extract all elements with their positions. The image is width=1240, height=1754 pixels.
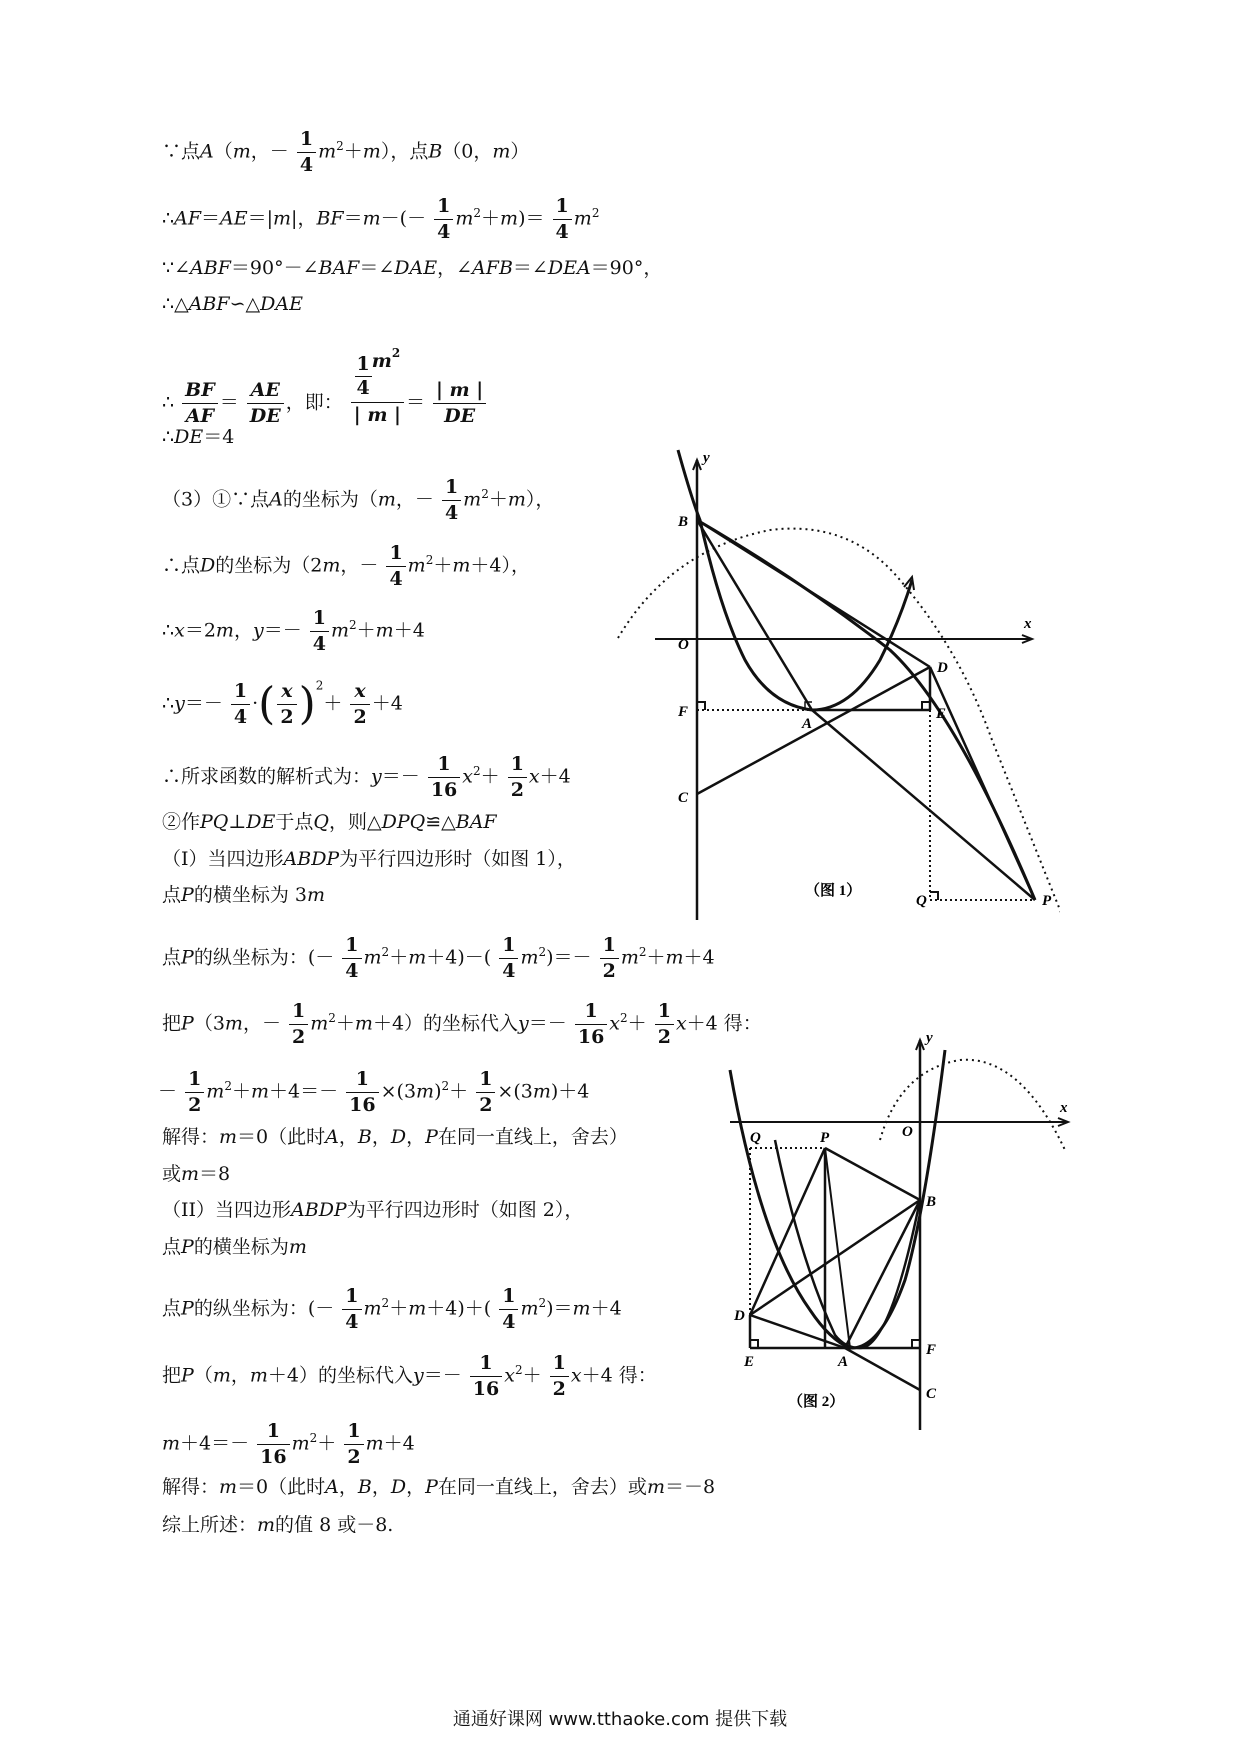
fraction: $\frac{x}{2}$	[350, 682, 369, 727]
line-15: 点P的纵坐标为：(－ $\frac{1}{4}$ $m^2+m+4)-$( $\frac{1}{4}$ $m^2)=-$ $\frac{1}{2}$ $m^2+m+4$	[162, 934, 715, 982]
line-4: ∴△ABF∽△DAE	[162, 293, 303, 315]
label-x: x	[1024, 616, 1032, 632]
line-21: 点P的横坐标为m	[162, 1236, 307, 1258]
figure-2	[720, 1030, 1090, 1430]
line-6: ∴DE＝4	[162, 426, 235, 448]
label-c: C	[926, 1386, 937, 1402]
line-11: ∴所求函数的解析式为：y＝－ $\frac{1}{16}$ $x^2+$ $\frac{1}{2}$ x＋4	[162, 753, 571, 801]
line-12: ②作PQ⊥DE于点Q，则△DPQ≌△BAF	[162, 811, 497, 833]
label-d: D	[734, 1308, 745, 1324]
fraction: $\frac{1}{4}$	[386, 544, 405, 589]
dotted-parabola	[618, 529, 1060, 915]
fraction: $\frac{1}{4}$	[342, 1287, 361, 1332]
fraction: $\frac{1}{4}$	[499, 936, 518, 981]
fraction: $\frac{AE}{DE}$	[247, 381, 284, 426]
caption-figure-2: （图 2）	[788, 1394, 845, 1410]
label-e: E	[936, 706, 947, 722]
label-d: D	[937, 660, 948, 676]
line-1: ∵点A（m，－ $\frac{1}{4}$ $m^2+m$），点B（0，m）	[162, 128, 530, 176]
fraction: $\frac{1}{4}$	[310, 609, 329, 654]
line-10: ∴y＝－ $\frac{1}{4}$ ·( $\frac{x}{2}$ )$^2$＋ $\frac{x}{2}$ ＋4	[162, 678, 403, 730]
line-20: （II）当四边形ABDP为平行四边形时（如图 2），	[162, 1199, 584, 1221]
label-b: B	[926, 1194, 937, 1210]
label-o: O	[902, 1124, 913, 1140]
caption-figure-1: （图 1）	[805, 883, 862, 899]
fraction: $\frac{1}{2}$	[289, 1002, 308, 1047]
fraction: $\frac{1}{16}$	[575, 1002, 607, 1047]
label-a: A	[838, 1354, 849, 1370]
compound-fraction: $\frac{1}{4}$ $m^2$ | m |	[351, 352, 404, 425]
line-23: 把P（m，m＋4）的坐标代入y＝－ $\frac{1}{16}$ $x^2+$ $\frac{1}{2}$ x＋4 得：	[162, 1352, 657, 1400]
fraction: $\frac{1}{4}$	[231, 682, 250, 727]
big-parabola	[730, 1050, 945, 1348]
line-19: 或m＝8	[162, 1163, 231, 1185]
line-9: ∴x＝2m，y＝－ $\frac{1}{4}$ $m^2+m+4$	[162, 607, 425, 655]
line-2: ∴AF＝AE＝|m|，BF＝m－(－ $\frac{1}{4}$ $m^2+m)=$ $\frac{1}{4}$ $m^2$	[162, 195, 600, 243]
line-14: 点P的横坐标为 3m	[162, 884, 325, 906]
line-7: （3）①∵点A的坐标为（m，－ $\frac{1}{4}$ $m^2+m$），	[162, 476, 555, 524]
label-f: F	[678, 704, 689, 720]
label-e: E	[744, 1354, 755, 1370]
fraction: $\frac{1}{2}$	[600, 936, 619, 981]
label-o: O	[678, 637, 689, 653]
fraction: $\frac{1}{4}$	[297, 130, 316, 175]
fraction: $\frac{BF}{AF}$	[182, 381, 218, 426]
fraction: $\frac{1}{2}$	[476, 1070, 495, 1115]
label-b: B	[678, 514, 689, 530]
fraction: $\frac{1}{4}$	[553, 197, 572, 242]
fraction: $\frac{1}{4}$	[342, 936, 361, 981]
fraction: $\frac{| m |}{DE}$	[433, 381, 486, 426]
line-3: ∵∠ABF＝90°－∠BAF＝∠DAE，∠AFB＝∠DEA＝90°，	[162, 257, 663, 279]
fraction: $\frac{1}{4}$	[442, 478, 461, 523]
label-y: y	[703, 450, 710, 466]
fraction: $\frac{1}{16}$	[346, 1070, 378, 1115]
fraction: $\frac{1}{2}$	[508, 755, 527, 800]
line-25: 解得：m＝0（此时A，B，D，P在同一直线上，舍去）或m＝－8	[162, 1476, 716, 1498]
fraction: $\frac{x}{2}$	[277, 682, 296, 727]
line-24: m＋4＝－ $\frac{1}{16}$ $m^2+$ $\frac{1}{2}$ m＋4	[162, 1420, 415, 1468]
fraction: $\frac{1}{16}$	[257, 1422, 289, 1467]
fraction: $\frac{1}{2}$	[344, 1422, 363, 1467]
fraction: $\frac{1}{16}$	[470, 1354, 502, 1399]
line-8: ∴点D的坐标为（2m，－ $\frac{1}{4}$ $m^2+m+4$），	[162, 542, 530, 590]
figure-1	[600, 440, 1060, 920]
fraction: $\frac{1}{16}$	[428, 755, 460, 800]
fraction: $\frac{1}{2}$	[185, 1070, 204, 1115]
line-5: ∴ $\frac{BF}{AF}$ ＝ $\frac{AE}{DE}$ ，即： $\frac{1}{4}$ $m^2$ | m | ＝ $\frac{| m |}{DE}$	[162, 352, 488, 426]
line-16: 把P（3m，－ $\frac{1}{2}$ $m^2+m+4$）的坐标代入y＝－ $\frac{1}{16}$ $x^2+$ $\frac{1}{2}$ x＋4 得：	[162, 1000, 762, 1048]
label-q: Q	[750, 1130, 761, 1146]
fraction: $\frac{1}{2}$	[655, 1002, 674, 1047]
label-p: P	[1042, 893, 1052, 909]
label-q: Q	[916, 893, 927, 909]
fraction: $\frac{1}{2}$	[550, 1354, 569, 1399]
fraction: $\frac{1}{4}$	[499, 1287, 518, 1332]
line-17: － $\frac{1}{2}$ $m^2+m+4=-$ $\frac{1}{16}$ $\times(3m)^2+$ $\frac{1}{2}$ ×(3m)＋4	[158, 1068, 590, 1116]
line-26: 综上所述：m的值 8 或－8.	[162, 1514, 394, 1536]
label-a: A	[802, 716, 813, 732]
line-18: 解得：m＝0（此时A，B，D，P在同一直线上，舍去）	[162, 1126, 628, 1148]
label-x: x	[1060, 1100, 1068, 1116]
fraction: $\frac{1}{4}$	[434, 197, 453, 242]
line-13: （I）当四边形ABDP为平行四边形时（如图 1），	[162, 848, 576, 870]
label-y: y	[926, 1030, 933, 1046]
line-22: 点P的纵坐标为：(－ $\frac{1}{4}$ $m^2+m+4)+$( $\frac{1}{4}$ $m^2)=m+4$	[162, 1285, 622, 1333]
label-p: P	[820, 1130, 830, 1146]
footer: 通通好课网 www.tthaoke.com 提供下载	[452, 1709, 788, 1730]
label-c: C	[678, 790, 689, 806]
label-f: F	[926, 1342, 937, 1358]
